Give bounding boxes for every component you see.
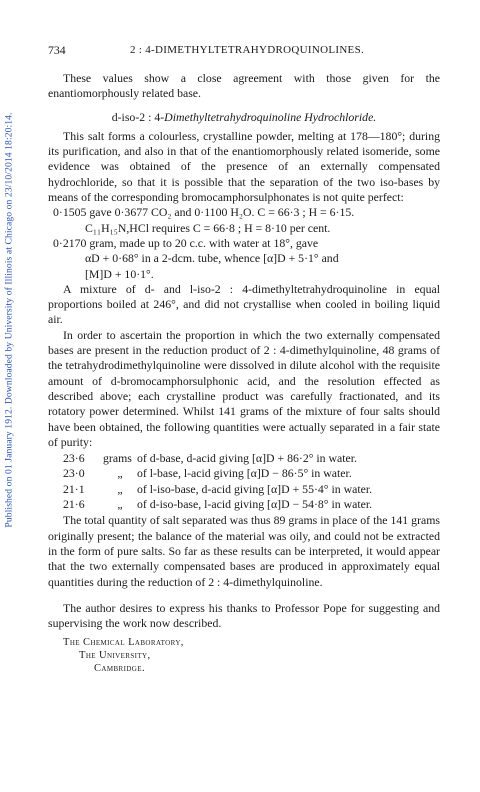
spacer bbox=[48, 590, 440, 601]
section-heading bbox=[48, 110, 440, 125]
page-number: 734 bbox=[48, 43, 66, 57]
unit-cell: „ bbox=[117, 466, 123, 481]
download-note: Published on 01 January 1912. Downloaded by University of Illinois at Chicago on 23/10/2014 18:20:14. bbox=[3, 112, 15, 528]
description-cell: of d-iso-base, l-acid giving [α]D − 54·8° in water. bbox=[137, 497, 373, 512]
unit-cell: „ bbox=[117, 481, 123, 496]
quantity-cell: 23·0 bbox=[63, 466, 85, 481]
address-line: The University, bbox=[79, 650, 151, 662]
journal-page bbox=[48, 43, 440, 675]
intro-paragraph: These values show a close agreement with those given for the enantiomorphously related base. bbox=[48, 71, 440, 101]
quantity-cell: 21·6 bbox=[63, 497, 85, 512]
section-heading-title: Dimethyltetrahydroquinoline Hydrochloride. bbox=[164, 109, 377, 124]
quantity-cell: 21·1 bbox=[63, 481, 85, 496]
address-block bbox=[48, 636, 440, 675]
proportion-paragraph: In order to ascertain the proportion in which the two externally compensated bases are present in the reduction product of 2 : 4-dimethylquinoline, 48 grams of the tetrahydrodimethylquinoline were dissolved in dilute alcohol with the requisite amount of d-bromocamphorsulphonic acid, and the resolution effected as described above; each crystalline product was carefully fractionated, and its rotatory power determined. Whilst 141 grams of the mixture of four salts should have been obtained, the following quantities were actually separated in a fair state of purity: bbox=[48, 327, 440, 449]
address-line: The Chemical Laboratory, bbox=[63, 637, 184, 649]
unit-cell: „ bbox=[117, 497, 123, 512]
salt-paragraph: This salt forms a colourless, crystalline powder, melting at 178—180°; during its purification, and also in that of the enantiomorphously related isomeride, some evidence was obtained of the presence of an externally compensated hydrochloride, so that it is possible that the separation of the two iso-bases by means of the corresponding bromocamphorsulphonates is not quite perfect: bbox=[48, 128, 440, 205]
mixture-paragraph: A mixture of d- and l-iso-2 : 4-dimethyltetrahydroquinoline in equal proportions boiled at 246°, and did not crystallise when cooled in boiling liquid air. bbox=[48, 281, 440, 327]
section-heading-prefix: d-iso-2 : 4- bbox=[111, 109, 165, 124]
rotation-line-1: 0·2170 gram, made up to 20 c.c. with water at 18°, gave bbox=[53, 235, 319, 250]
running-head: 2 : 4-DIMETHYLTETRAHYDROQUINOLINES. bbox=[130, 44, 365, 56]
description-cell: of l-iso-base, d-acid giving [α]D + 55·4° in water. bbox=[137, 481, 373, 496]
total-paragraph: The total quantity of salt separated was thus 89 grams in place of the 141 grams originally present; the balance of the material was oily, and could not be extracted in the form of pure salts. So far as these results can be interpreted, it would appear that the two externally compensated bases are produced in approximately equal quantities during the reduction of 2 : 4-dimethylquinoline. bbox=[48, 513, 440, 589]
acknowledgement-paragraph: The author desires to express his thanks to Professor Pope for suggesting and supervising the work now described. bbox=[48, 600, 440, 631]
analysis-required: C₁₁H₁₅N,HCl requires C = 66·8 ; H = 8·10 per cent. bbox=[85, 220, 331, 235]
address-line: Cambridge. bbox=[94, 663, 145, 675]
results-table bbox=[48, 451, 440, 512]
rotation-line-2: αD + 0·68° in a 2-dcm. tube, whence [α]D + 5·1° and bbox=[85, 251, 339, 266]
description-cell: of d-base, d-acid giving [α]D + 86·2° in water. bbox=[137, 451, 358, 466]
table-row bbox=[48, 451, 440, 466]
analysis-found: 0·1505 gave 0·3677 CO₂ and 0·1100 H₂O. C = 66·3 ; H = 6·15. bbox=[53, 205, 355, 220]
unit-cell: grams bbox=[103, 451, 132, 466]
description-cell: of l-base, l-acid giving [α]D − 86·5° in water. bbox=[137, 466, 352, 481]
page-header bbox=[48, 43, 440, 59]
download-watermark bbox=[2, 40, 16, 600]
table-row bbox=[48, 497, 440, 512]
rotation-line-3: [M]D + 10·1°. bbox=[85, 266, 154, 281]
table-row bbox=[48, 482, 440, 497]
table-row bbox=[48, 466, 440, 481]
quantity-cell: 23·6 bbox=[63, 451, 85, 466]
